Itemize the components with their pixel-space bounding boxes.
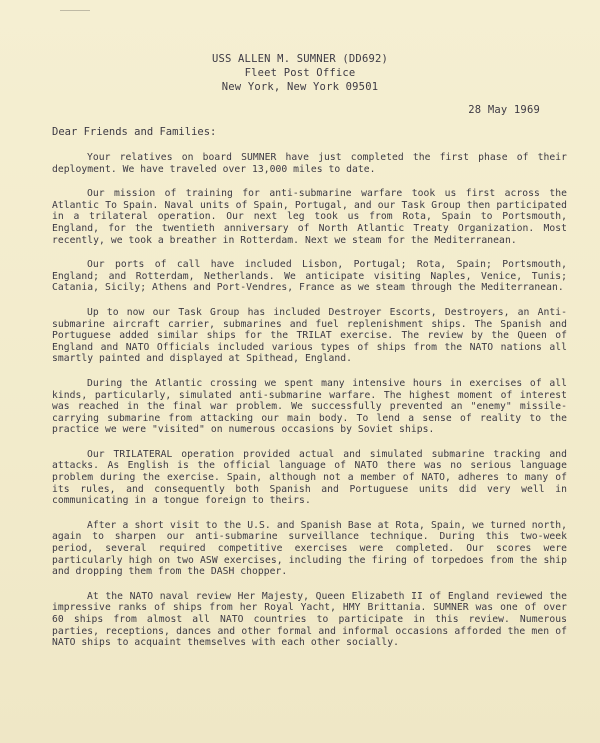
paragraph-5: During the Atlantic crossing we spent many intensive hours in exercises of all kinds, particularly, simulated anti-submarine warfare. The highest moment of interest was reached in the final war problem. We successfully prevented an "enemy" missile-carrying submarine from attacking our main body. To lend a sense of reality to the practice we were "visited" on numerous occasions by Soviet ships. (52, 377, 567, 436)
letterhead (0, 52, 600, 94)
ship-name: USS ALLEN M. SUMNER (DD692) (211, 53, 389, 65)
letter-date: 28 May 1969 (468, 104, 540, 116)
paragraph-1: Your relatives on board SUMNER have just completed the first phase of their deployment. We have traveled over 13,000 miles to date. (52, 152, 567, 175)
letter-body (52, 152, 567, 662)
paragraph-2: Our mission of training for anti-submarine warfare took us first across the Atlantic To Spain. Naval units of Spain, Portugal, and our Task Group then participated in a trilateral operation. Our next leg took us from Rota, Spain to Portsmouth, England, for the twentieth anniversary of North Atlantic Treaty Organization. Most recently, we took a breather in Rotterdam. Next we steam for the Mediterranean. (52, 188, 567, 246)
salutation: Dear Friends and Families: (52, 126, 217, 138)
paragraph-4: Up to now our Task Group has included Destroyer Escorts, Destroyers, an Anti-submarine aircraft carrier, submarines and fuel replenishment ships. The Spanish and Portuguese added similar ships for the TRILAT exercise. The review by the Queen of England and NATO Officials included various types of ships from the NATO nations all smartly painted and displayed at Spithead, England. (52, 306, 567, 365)
paragraph-3: Our ports of call have included Lisbon, Portugal; Rota, Spain; Portsmouth, England; and Rotterdam, Netherlands. We anticipate visiting Naples, Venice, Tunis; Catania, Sicily; Athens and Port-Vendres, France as we steam through the Mediterranean. (52, 259, 567, 294)
paragraph-6: Our TRILATERAL operation provided actual and simulated submarine tracking and attacks. As English is the official language of NATO there was no serious language problem during the exercise. Spain, although not a member of NATO, adheres to many of its rules, and consequently both Spanish and Portuguese units did very well in communicating in a tongue foreign to theirs. (52, 448, 567, 507)
fleet-post-office: Fleet Post Office (244, 67, 356, 79)
paragraph-7: After a short visit to the U.S. and Spanish Base at Rota, Spain, we turned north, again to sharpen our anti-submarine surveillance technique. During this two-week period, several required competitive exercises were completed. Our scores were particularly high on two ASW exercises, including the firing of torpedoes from the ship and dropping them from the DASH chopper. (52, 519, 567, 578)
paragraph-8: At the NATO naval review Her Majesty, Queen Elizabeth II of England reviewed the impressive ranks of ships from her Royal Yacht, HMY Brittania. SUMNER was one of over 60 ships from almost all NATO countries to participate in this review. Numerous parties, receptions, dances and other formal and informal occasions afforded the men of NATO ships to acquaint themselves with each other socially. (52, 590, 567, 649)
address-city: New York, New York 09501 (221, 81, 379, 93)
pencil-mark (60, 10, 90, 11)
